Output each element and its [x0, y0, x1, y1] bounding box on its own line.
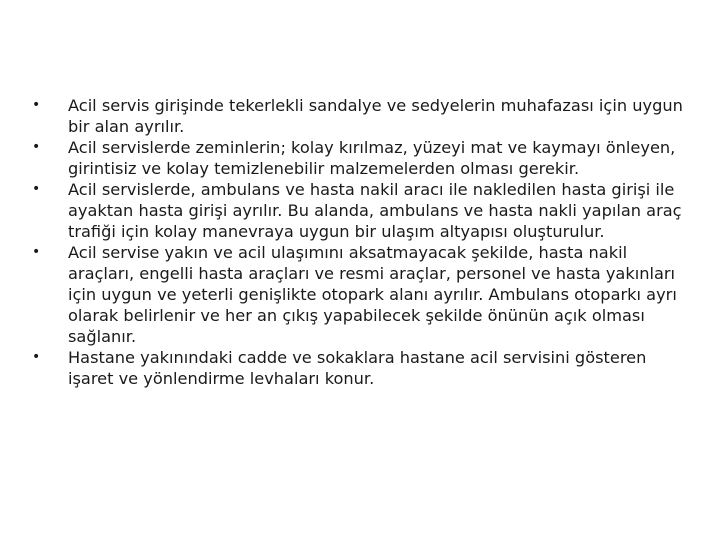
bullet-item	[30, 179, 690, 242]
bullet-text: Hastane yakınındaki cadde ve sokaklara hastane acil servisini gösteren işaret ve yönlendirme levhaları konur.	[68, 348, 647, 388]
slide-content	[30, 95, 690, 389]
bullet-text: Acil servis girişinde tekerlekli sandalye ve sedyelerin muhafazası için uygun bir alan ayrılır.	[68, 96, 683, 136]
bullet-text: Acil servislerde zeminlerin; kolay kırılmaz, yüzeyi mat ve kaymayı önleyen, girintisiz ve kolay temizlenebilir malzemelerden olması gerekir.	[68, 138, 676, 178]
bullet-marker: •	[32, 349, 41, 365]
bullet-list	[30, 95, 690, 389]
bullet-item	[30, 95, 690, 137]
bullet-marker: •	[32, 139, 41, 155]
bullet-item	[30, 137, 690, 179]
bullet-marker: •	[32, 244, 41, 260]
bullet-marker: •	[32, 97, 41, 113]
bullet-marker: •	[32, 181, 41, 197]
bullet-text: Acil servislerde, ambulans ve hasta nakil aracı ile nakledilen hasta girişi ile ayaktan hasta girişi ayrılır. Bu alanda, ambulans ve hasta nakli yapılan araç trafiği için kolay manevraya uygun bir ulaşım altyapısı oluşturulur.	[68, 180, 682, 241]
bullet-item	[30, 347, 690, 389]
bullet-item	[30, 242, 690, 347]
bullet-text: Acil servise yakın ve acil ulaşımını aksatmayacak şekilde, hasta nakil araçları, engelli hasta araçları ve resmi araçlar, personel ve hasta yakınları için uygun ve yeterli genişlikte otopark alanı ayrılır. Ambulans otoparkı ayrı olarak belirlenir ve her an çıkış yapabilecek şekilde önünün açık olması sağlanır.	[68, 243, 677, 346]
